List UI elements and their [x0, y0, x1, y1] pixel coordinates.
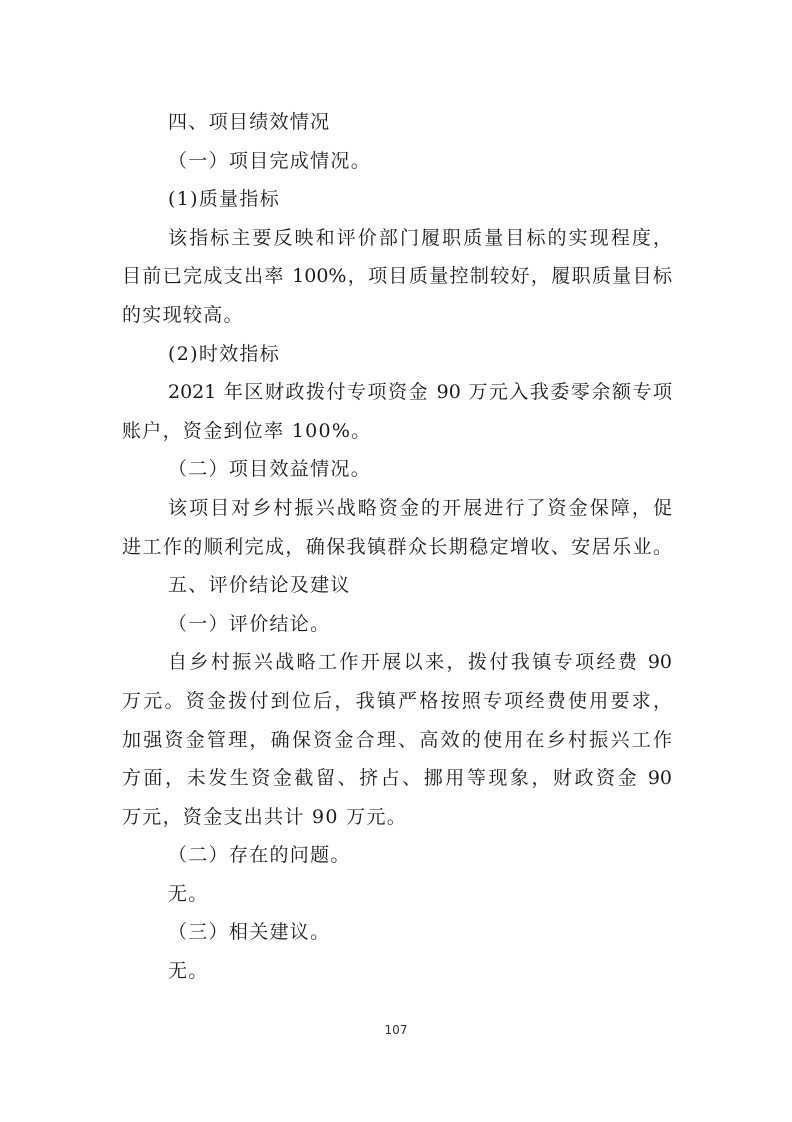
paragraph-line: 目前已完成支出率 100%，项目质量控制较好，履职质量目标 [122, 265, 672, 288]
section-heading-conclusion: 五、评价结论及建议 [168, 574, 351, 597]
paragraph-line: 进工作的顺利完成，确保我镇群众长期稳定增收、安居乐业。 [122, 535, 672, 558]
item-quality-indicator: (1)质量指标 [168, 188, 281, 211]
page-number: 107 [384, 1023, 408, 1037]
paragraph-line: 无。 [168, 882, 209, 905]
paragraph-line: 加强资金管理，确保资金合理、高效的使用在乡村振兴工作 [122, 728, 672, 751]
paragraph-line: 该项目对乡村振兴战略资金的开展进行了资金保障，促 [168, 496, 672, 519]
paragraph-line: 的实现较高。 [122, 303, 244, 326]
subheading-suggestions: （三）相关建议。 [168, 921, 331, 944]
subheading-evaluation-conclusion: （一）评价结论。 [168, 612, 331, 635]
paragraph-line: 万元。资金拨付到位后，我镇严格按照专项经费使用要求， [122, 689, 672, 712]
paragraph-line: 无。 [168, 960, 209, 983]
subheading-problems: （二）存在的问题。 [168, 844, 351, 867]
subheading-completion: （一）项目完成情况。 [168, 149, 372, 172]
paragraph-line: 方面，未发生资金截留、挤占、挪用等现象，财政资金 90 [122, 767, 672, 790]
section-heading-performance: 四、项目绩效情况 [168, 111, 331, 133]
subheading-benefit: （二）项目效益情况。 [168, 458, 372, 481]
paragraph-line: 该指标主要反映和评价部门履职质量目标的实现程度， [168, 226, 672, 249]
paragraph-line: 2021 年区财政拨付专项资金 90 万元入我委零余额专项 [168, 381, 672, 404]
paragraph-line: 万元，资金支出共计 90 万元。 [122, 805, 408, 828]
item-timeliness-indicator: (2)时效指标 [168, 342, 281, 365]
paragraph-line: 账户，资金到位率 100%。 [122, 419, 372, 442]
paragraph-line: 自乡村振兴战略工作开展以来，拨付我镇专项经费 90 [168, 651, 672, 674]
document-body [122, 103, 672, 991]
